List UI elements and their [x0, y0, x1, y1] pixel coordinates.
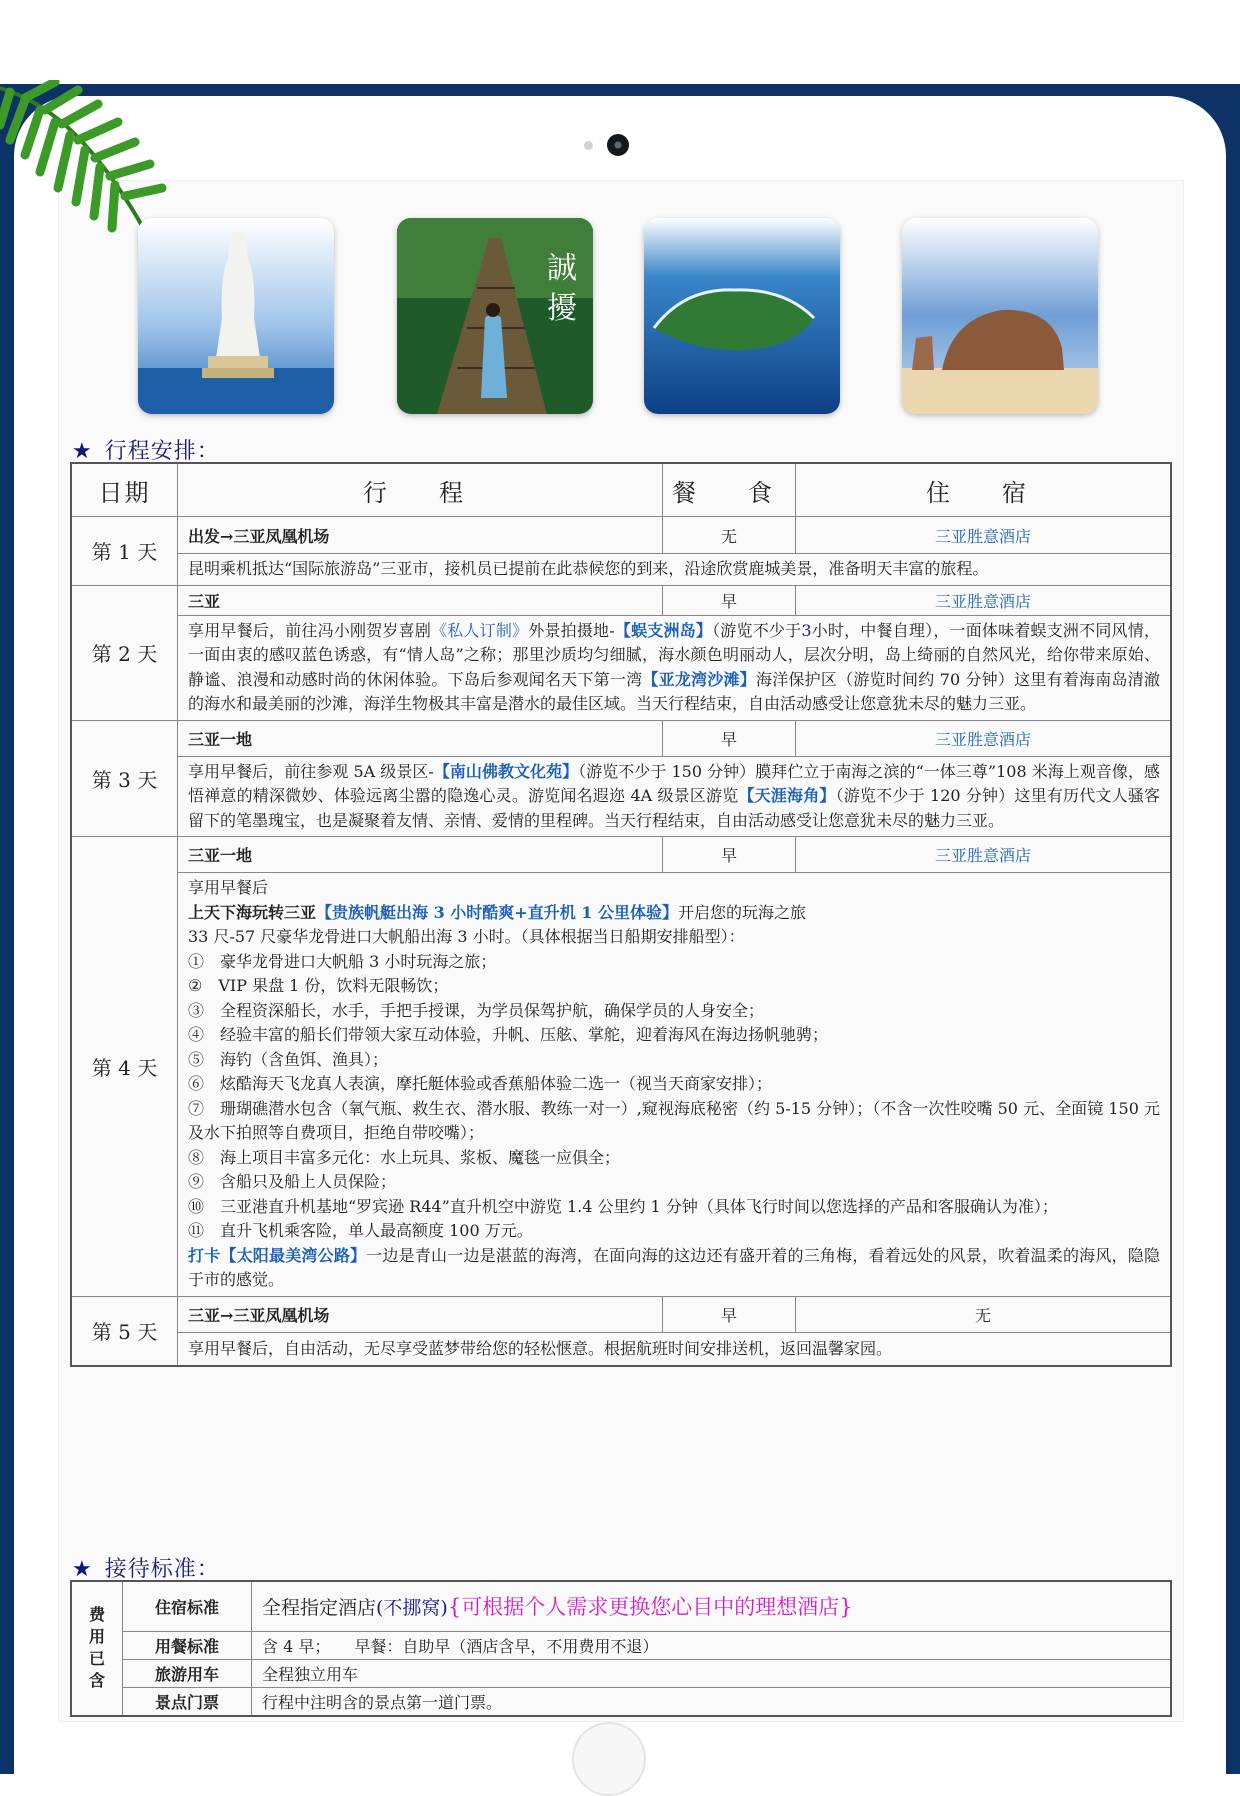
day-hotel[interactable]: 三亚胜意酒店 — [796, 585, 1172, 615]
sensor-dot — [584, 141, 593, 150]
desc-line — [188, 901, 1160, 926]
svg-text:誠: 誠 — [547, 251, 577, 286]
desc-text: （游览不少于 120 分钟）这里有历代文人骚客留下的笔墨瑰宝，也是凝聚着友情、亲情、爱情的里程碑。当天行程结束，自由活动感受让您意犹未尽的魅力三亚。 — [188, 786, 1160, 830]
list-item: ⑪ 直升飞机乘客险，单人最高额度 100 万元。 — [188, 1221, 533, 1240]
day-hotel[interactable]: 三亚胜意酒店 — [796, 837, 1172, 873]
day-description — [178, 756, 1172, 837]
star-icon: ★ — [72, 1557, 93, 1582]
list-item: ⑥ 炫酷海天飞龙真人表演，摩托艇体验或香蕉船体验二选一（视当天商家安排）； — [188, 1074, 773, 1093]
table-row — [71, 1332, 1171, 1366]
no-move-note: (不挪窝) — [376, 1597, 448, 1620]
tianya-link[interactable]: 【天涯海角】 — [738, 786, 836, 805]
day-route: 出发→三亚凤凰机场 — [178, 517, 663, 554]
table-row — [71, 1581, 1171, 1631]
table-row — [71, 720, 1171, 756]
day-description: 享用早餐后，自由活动，无尽享受蓝梦带给您的轻松惬意。根据航班时间安排送机，返回温馨家园。 — [178, 1332, 1172, 1366]
group-label-text: 费用已含 — [88, 1605, 105, 1691]
day-meal: 早 — [663, 837, 796, 873]
standard-label: 用餐标准 — [123, 1631, 252, 1659]
table-row — [71, 756, 1171, 837]
star-icon: ★ — [72, 439, 93, 464]
list-item: ⑧ 海上项目丰富多元化：水上玩具、浆板、魔毯一应俱全； — [188, 1147, 621, 1167]
list-item: ⑤ 海钓（含鱼饵、渔具）； — [188, 1049, 389, 1069]
desc-line: 享用早餐后 — [188, 878, 269, 897]
desc-text: 一边是青山一边是湛蓝的海湾，在面向海的这边还有盛开着的三角梅，看着远处的风景，吹着温柔的海风，隐隐于市的感觉。 — [188, 1245, 1160, 1289]
day-hotel[interactable]: 三亚胜意酒店 — [796, 517, 1172, 554]
yalong-bay-link[interactable]: 【亚龙湾沙滩】 — [642, 669, 756, 689]
desc-line — [188, 1244, 1160, 1293]
sun-bay-road-link[interactable]: 打卡【太阳最美湾公路】 — [188, 1245, 367, 1265]
photo-beach-rocks — [902, 218, 1098, 414]
hotel-standard-text: 全程指定酒店 — [262, 1597, 377, 1620]
desc-text: （游览不少于 — [712, 620, 802, 640]
standard-value: 含 4 早； 早餐：自助早（酒店含早，不用费用不退） — [252, 1631, 1172, 1659]
day-hotel: 无 — [796, 1296, 1172, 1332]
day-hotel[interactable]: 三亚胜意酒店 — [796, 720, 1172, 756]
photo-island-aerial — [644, 218, 840, 414]
standards-section-title — [72, 1552, 220, 1583]
standard-value — [252, 1581, 1172, 1631]
day-description — [178, 873, 1172, 1297]
movie-link[interactable]: 《私人订制》 — [431, 620, 529, 640]
group-label — [71, 1581, 123, 1716]
photo-bridge-poster — [397, 218, 593, 414]
desc-text: 上天下海玩转三亚 — [188, 902, 317, 922]
list-item: ⑦ 珊瑚礁潜水包含（氧气瓶、救生衣、潜水服、教练一对一）,窥视海底秘密（约 5-15 分钟）；（不含一次性咬嘴 50 元、全面镜 150 元及水下拍照等自费项目，拒绝自带咬嘴）； — [188, 1098, 1160, 1142]
standard-label: 住宿标准 — [123, 1581, 252, 1631]
itinerary-section-title — [72, 434, 220, 465]
table-row — [71, 837, 1171, 873]
itinerary-header-row — [71, 463, 1171, 517]
desc-text: 享用早餐后，前往参观 5A 级景区- — [188, 761, 434, 781]
desc-text: 开启您的玩海之旅 — [677, 902, 806, 922]
hotel-upgrade-note: {可根据个人需求更换您心目中的理想酒店} — [447, 1595, 853, 1620]
day-description — [178, 615, 1172, 720]
table-row — [71, 554, 1171, 586]
day-label: 第 3 天 — [71, 720, 178, 837]
day-label: 第 5 天 — [71, 1296, 178, 1366]
day-label: 第 4 天 — [71, 837, 178, 1297]
desc-text: 享用早餐后，前往冯小刚贺岁喜剧 — [188, 620, 432, 640]
yacht-heli-link[interactable]: 【贵族帆艇出海 3 小时酷爽+直升机 1 公里体验】 — [316, 902, 678, 922]
day-meal: 早 — [663, 720, 796, 756]
table-row — [71, 615, 1171, 720]
day-description: 昆明乘机抵达“国际旅游岛”三亚市，接机员已提前在此恭候您的到来，沿途欣赏鹿城美景，准备明天丰富的旅程。 — [178, 554, 1172, 586]
table-row — [71, 1659, 1171, 1687]
hours-number: 3 — [801, 620, 812, 640]
table-row — [71, 1631, 1171, 1659]
day-meal: 早 — [663, 585, 796, 615]
desc-text: 外景拍摄地- — [528, 620, 615, 640]
header-trip: 行 程 — [178, 463, 663, 517]
desc-text: 小时，中餐自理），一面体味着蜈支洲不同风情，一面由衷的感叹蓝色诱惑，有“情人岛”之称；那里沙质均匀细腻，海水颜色明丽动人，层次分明，岛上绮丽的自然风光，给你带来原始、静谧、浪漫和动感时尚的休闲体验。下岛后参观闻名天下第一湾 — [188, 620, 1160, 689]
list-item: ⑨ 含船只及船上人员保险； — [188, 1172, 397, 1191]
header-hotel: 住 宿 — [796, 463, 1172, 517]
table-row — [71, 1296, 1171, 1332]
svg-text:擾: 擾 — [547, 291, 577, 326]
itinerary-title-text: 行程安排： — [104, 439, 220, 464]
list-item: ② VIP 果盘 1 份，饮料无限畅饮； — [188, 976, 449, 995]
header-date: 日期 — [71, 463, 178, 517]
table-row — [71, 1687, 1171, 1716]
table-row — [71, 873, 1171, 1297]
desc-text: （游览不少于 150 分钟）膜拜伫立于南海之滨的“一体三尊”108 米海上观音像，感悟禅意的精深微妙、体验远离尘嚣的隐逸心灵。游览闻名遐迩 4A 级景区游览 — [188, 761, 1160, 805]
desc-line: 33 尺-57 尺豪华龙骨进口大帆船出海 3 小时。（具体根据当日船期安排船型）： — [188, 927, 745, 946]
list-item: ③ 全程资深船长，水手，手把手授课，为学员保驾护航，确保学员的人身安全； — [188, 1000, 765, 1020]
standards-table — [70, 1580, 1172, 1717]
camera-icon — [607, 134, 629, 156]
day-route: 三亚→三亚凤凰机场 — [178, 1296, 663, 1332]
standards-title-text: 接待标准： — [104, 1557, 220, 1582]
home-button[interactable] — [572, 1722, 646, 1796]
photo-guanyin-statue — [138, 218, 334, 414]
header-meal: 餐 食 — [663, 463, 796, 517]
wuzhizhou-link[interactable]: 【蜈支洲岛】 — [614, 620, 713, 640]
nanshan-link[interactable]: 【南山佛教文化苑】 — [433, 761, 579, 781]
standard-label: 旅游用车 — [123, 1659, 252, 1687]
day-meal: 无 — [663, 517, 796, 554]
itinerary-table — [70, 462, 1172, 1367]
list-item: ⑩ 三亚港直升机基地“罗宾逊 R44”直升机空中游览 1.4 公里约 1 分钟（具体飞行时间以您选择的产品和客服确认为准）； — [188, 1196, 1058, 1216]
standard-value: 行程中注明含的景点第一道门票。 — [252, 1687, 1172, 1716]
day-route: 三亚一地 — [178, 720, 663, 756]
day-label: 第 2 天 — [71, 585, 178, 720]
list-item: ④ 经验丰富的船长们带领大家互动体验，升帆、压舷、掌舵，迎着海风在海边扬帆驰骋； — [188, 1025, 829, 1044]
table-row — [71, 517, 1171, 554]
desc-text: 海洋保护区（游览时间约 70 分钟）这里有着海南岛清澈的海水和最美丽的沙滩，海洋生物极其丰富是潜水的最佳区域。当天行程结束，自由活动感受让您意犹未尽的魅力三亚。 — [188, 669, 1160, 713]
list-item: ① 豪华龙骨进口大帆船 3 小时玩海之旅； — [188, 951, 497, 971]
day-label: 第 1 天 — [71, 517, 178, 586]
standard-label: 景点门票 — [123, 1687, 252, 1716]
day-route: 三亚 — [178, 585, 663, 615]
table-row — [71, 585, 1171, 615]
day-meal: 早 — [663, 1296, 796, 1332]
day-route: 三亚一地 — [178, 837, 663, 873]
standard-value: 全程独立用车 — [252, 1659, 1172, 1687]
